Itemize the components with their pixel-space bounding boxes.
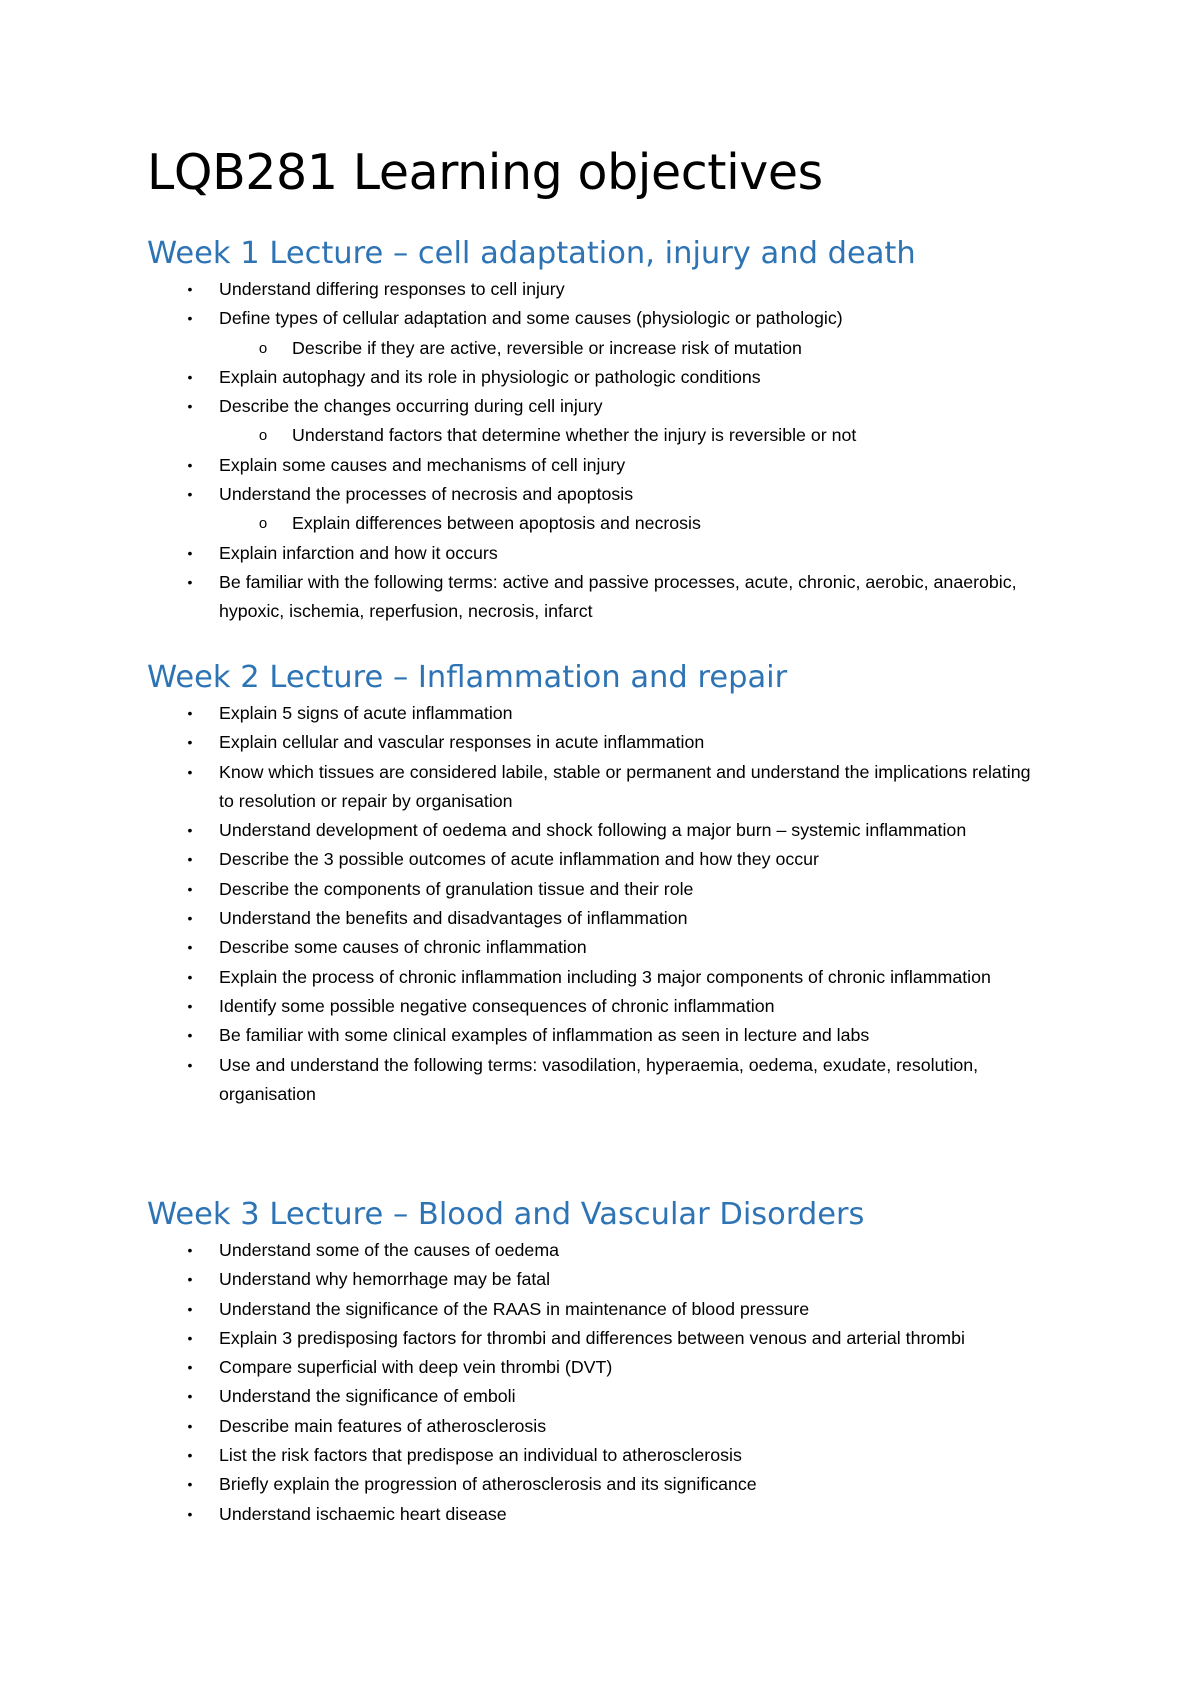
objective-text: Use and understand the following terms: vasodilation, hyperaemia, oedema, exudate, resolution, organisation bbox=[219, 1054, 979, 1104]
objective-text: Know which tissues are considered labile, stable or permanent and understand the implications relating to resolution or repair by organisation bbox=[219, 761, 1031, 811]
bullet-icon: • bbox=[187, 573, 193, 590]
bullet-icon: • bbox=[187, 1056, 193, 1073]
objectives-list bbox=[147, 1236, 1047, 1529]
list-item bbox=[147, 363, 1047, 392]
bullet-icon: • bbox=[187, 1447, 193, 1464]
objective-text: Understand the processes of necrosis and apoptosis bbox=[219, 484, 634, 505]
list-item bbox=[147, 1324, 1047, 1353]
list-item bbox=[147, 992, 1047, 1021]
bullet-icon: • bbox=[187, 734, 193, 751]
bullet-icon: • bbox=[187, 1300, 193, 1317]
list-item bbox=[147, 904, 1047, 933]
bullet-icon: • bbox=[187, 1476, 193, 1493]
bullet-icon: • bbox=[187, 544, 193, 561]
objective-text: Describe some causes of chronic inflammation bbox=[219, 937, 587, 958]
list-item bbox=[147, 816, 1047, 845]
list-item bbox=[147, 1500, 1047, 1529]
list-item bbox=[147, 699, 1047, 728]
circle-bullet-icon: o bbox=[258, 427, 268, 445]
objective-text: Explain 3 predisposing factors for thrombi and differences between venous and arterial thrombi bbox=[219, 1327, 965, 1348]
circle-bullet-icon: o bbox=[258, 515, 268, 533]
objective-text: Be familiar with the following terms: active and passive processes, acute, chronic, aerobic, anaerobic, hypoxic, ischemia, reperfusion, necrosis, infarct bbox=[219, 571, 1017, 622]
objective-text: Understand the benefits and disadvantages of inflammation bbox=[219, 908, 688, 929]
objective-text: Explain cellular and vascular responses in acute inflammation bbox=[219, 732, 705, 753]
list-item bbox=[147, 539, 1047, 568]
bullet-icon: • bbox=[187, 1388, 193, 1405]
bullet-icon: • bbox=[187, 310, 193, 327]
bullet-icon: • bbox=[187, 997, 193, 1014]
bullet-icon: • bbox=[187, 1417, 193, 1434]
section-heading: Week 3 Lecture – Blood and Vascular Disorders bbox=[147, 1197, 865, 1232]
bullet-icon: • bbox=[187, 822, 193, 839]
list-item bbox=[147, 392, 1047, 421]
bullet-icon: • bbox=[187, 398, 193, 415]
bullet-icon: • bbox=[187, 1027, 193, 1044]
list-item bbox=[147, 728, 1047, 757]
bullet-icon: • bbox=[187, 1329, 193, 1346]
objective-text: Be familiar with some clinical examples of inflammation as seen in lecture and labs bbox=[219, 1025, 870, 1046]
list-item bbox=[147, 1295, 1047, 1324]
objective-text: Explain infarction and how it occurs bbox=[219, 542, 498, 563]
bullet-icon: • bbox=[187, 456, 193, 473]
list-item bbox=[147, 480, 1047, 509]
objective-text: Understand differing responses to cell injury bbox=[219, 279, 565, 299]
list-item bbox=[147, 451, 1047, 480]
objective-text: Understand why hemorrhage may be fatal bbox=[219, 1269, 551, 1290]
bullet-icon: • bbox=[187, 910, 193, 927]
list-item bbox=[147, 275, 1047, 304]
bullet-icon: • bbox=[187, 368, 193, 385]
objective-text: Explain the process of chronic inflammation including 3 major components of chronic inflammation bbox=[219, 966, 991, 987]
bullet-icon: • bbox=[187, 763, 193, 780]
bullet-icon: • bbox=[187, 939, 193, 956]
list-item bbox=[147, 963, 1047, 992]
section-heading: Week 1 Lecture – cell adaptation, injury and death bbox=[147, 236, 916, 271]
list-item bbox=[147, 1021, 1047, 1050]
list-item bbox=[147, 1265, 1047, 1294]
objective-text: Define types of cellular adaptation and some causes (physiologic or pathologic) bbox=[219, 308, 843, 329]
section-week-3 bbox=[147, 1194, 1047, 1529]
objective-text: Describe the changes occurring during cell injury bbox=[219, 396, 603, 417]
bullet-icon: • bbox=[187, 1505, 193, 1522]
objective-text: Explain autophagy and its role in physiologic or pathologic conditions bbox=[219, 366, 761, 387]
bullet-icon: • bbox=[187, 1359, 193, 1376]
bullet-icon: • bbox=[187, 281, 193, 297]
objective-text: Describe if they are active, reversible or increase risk of mutation bbox=[292, 337, 802, 358]
objective-text: Identify some possible negative consequences of chronic inflammation bbox=[219, 995, 775, 1016]
objective-text: Understand development of oedema and shock following a major burn – systemic inflammation bbox=[219, 820, 967, 841]
list-item bbox=[147, 1353, 1047, 1382]
objective-text: Explain 5 signs of acute inflammation bbox=[219, 703, 513, 723]
objective-text: Describe the components of granulation tissue and their role bbox=[219, 878, 694, 899]
sub-list-item bbox=[147, 509, 1047, 538]
objectives-list bbox=[147, 699, 1047, 1109]
list-item bbox=[147, 1441, 1047, 1470]
list-item bbox=[147, 1470, 1047, 1499]
objective-text: Understand ischaemic heart disease bbox=[219, 1503, 507, 1524]
sub-list-item bbox=[147, 421, 1047, 450]
document-title: LQB281 Learning objectives bbox=[147, 144, 823, 201]
list-item bbox=[147, 1412, 1047, 1441]
bullet-icon: • bbox=[187, 1242, 193, 1258]
objective-text: Understand the significance of the RAAS in maintenance of blood pressure bbox=[219, 1298, 810, 1319]
list-item bbox=[147, 875, 1047, 904]
bullet-icon: • bbox=[187, 851, 193, 868]
objective-text: Compare superficial with deep vein thrombi (DVT) bbox=[219, 1357, 613, 1378]
objective-text: Understand the significance of emboli bbox=[219, 1386, 516, 1407]
list-item bbox=[147, 933, 1047, 962]
list-item bbox=[147, 1236, 1047, 1265]
objective-text: Explain differences between apoptosis and necrosis bbox=[292, 513, 701, 534]
objective-text: Explain some causes and mechanisms of cell injury bbox=[219, 454, 626, 475]
list-item bbox=[147, 568, 1047, 627]
objective-text: Describe main features of atherosclerosis bbox=[219, 1415, 547, 1436]
list-item bbox=[147, 845, 1047, 874]
list-item bbox=[147, 758, 1047, 817]
objective-text: Understand some of the causes of oedema bbox=[219, 1240, 560, 1260]
list-item bbox=[147, 1051, 1047, 1110]
bullet-icon: • bbox=[187, 968, 193, 985]
section-week-1 bbox=[147, 233, 1047, 627]
objectives-list bbox=[147, 275, 1047, 627]
section-week-2 bbox=[147, 657, 1047, 1109]
objective-text: Understand factors that determine whether the injury is reversible or not bbox=[292, 425, 857, 446]
circle-bullet-icon: o bbox=[258, 339, 268, 357]
objective-text: Describe the 3 possible outcomes of acute inflammation and how they occur bbox=[219, 849, 819, 870]
bullet-icon: • bbox=[187, 880, 193, 897]
objective-text: List the risk factors that predispose an individual to atherosclerosis bbox=[219, 1445, 742, 1466]
objective-text: Briefly explain the progression of atherosclerosis and its significance bbox=[219, 1474, 757, 1495]
list-item bbox=[147, 1382, 1047, 1411]
section-heading: Week 2 Lecture – Inflammation and repair bbox=[147, 660, 788, 695]
list-item bbox=[147, 304, 1047, 333]
sub-list-item bbox=[147, 334, 1047, 363]
bullet-icon: • bbox=[187, 705, 193, 721]
bullet-icon: • bbox=[187, 486, 193, 503]
bullet-icon: • bbox=[187, 1271, 193, 1288]
